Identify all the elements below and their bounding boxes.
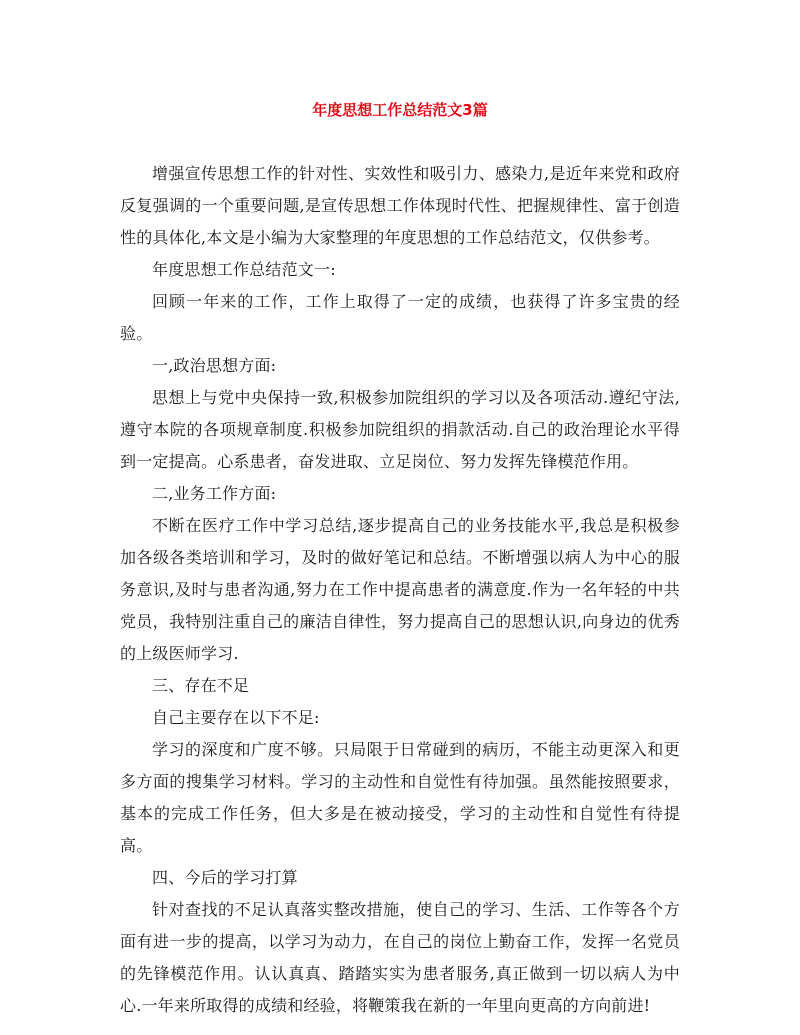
section-heading-plans: 四、今后的学习打算	[152, 868, 298, 887]
section-heading-shortcomings: 三、存在不足	[152, 676, 250, 695]
section-heading-political: 一,政治思想方面:	[152, 356, 277, 375]
document-title: 年度思想工作总结范文3篇	[312, 101, 488, 119]
document-page	[120, 100, 680, 1022]
plans-paragraph: 针对查找的不足认真落实整改措施，使自己的学习、生活、工作等各个方面有进一步的提高，以学习为动力，在自己的岗位上勤奋工作，发挥一名党员的先锋模范作用。认认真真、踏踏实实为患者服务,真正做到一切以病人为中心.一年来所取得的成绩和经验，将鞭策我在新的一年里向更高的方向前进!	[120, 900, 680, 1015]
intro-paragraph: 增强宣传思想工作的针对性、实效性和吸引力、感染力,是近年来党和政府反复强调的一个重要问题,是宣传思想工作体现时代性、把握规律性、富于创造性的具体化,本文是小编为大家整理的年度思想的工作总结范文，仅供参考。	[120, 164, 680, 247]
shortcomings-intro: 自己主要存在以下不足:	[152, 708, 320, 727]
shortcomings-paragraph: 学习的深度和广度不够。只局限于日常碰到的病历，不能主动更深入和更多方面的搜集学习材料。学习的主动性和自觉性有待加强。虽然能按照要求，基本的完成工作任务，但大多是在被动接受，学习的主动性和自觉性有待提高。	[120, 740, 680, 855]
section-heading-sample-one: 年度思想工作总结范文一:	[152, 260, 336, 279]
review-paragraph: 回顾一年来的工作，工作上取得了一定的成绩，也获得了许多宝贵的经验。	[120, 292, 680, 343]
section-heading-business: 二,业务工作方面:	[152, 484, 277, 503]
business-paragraph: 不断在医疗工作中学习总结,逐步提高自己的业务技能水平,我总是积极参加各级各类培训和学习，及时的做好笔记和总结。不断增强以病人为中心的服务意识,及时与患者沟通,努力在工作中提高患者的满意度.作为一名年轻的中共党员，我特别注重自己的廉洁自律性，努力提高自己的思想认识,向身边的优秀的上级医师学习.	[120, 516, 680, 663]
political-paragraph: 思想上与党中央保持一致,积极参加院组织的学习以及各项活动.遵纪守法,遵守本院的各项规章制度.积极参加院组织的捐款活动.自己的政治理论水平得到一定提高。心系患者，奋发进取、立足岗位、努力发挥先锋模范作用。	[120, 388, 680, 471]
